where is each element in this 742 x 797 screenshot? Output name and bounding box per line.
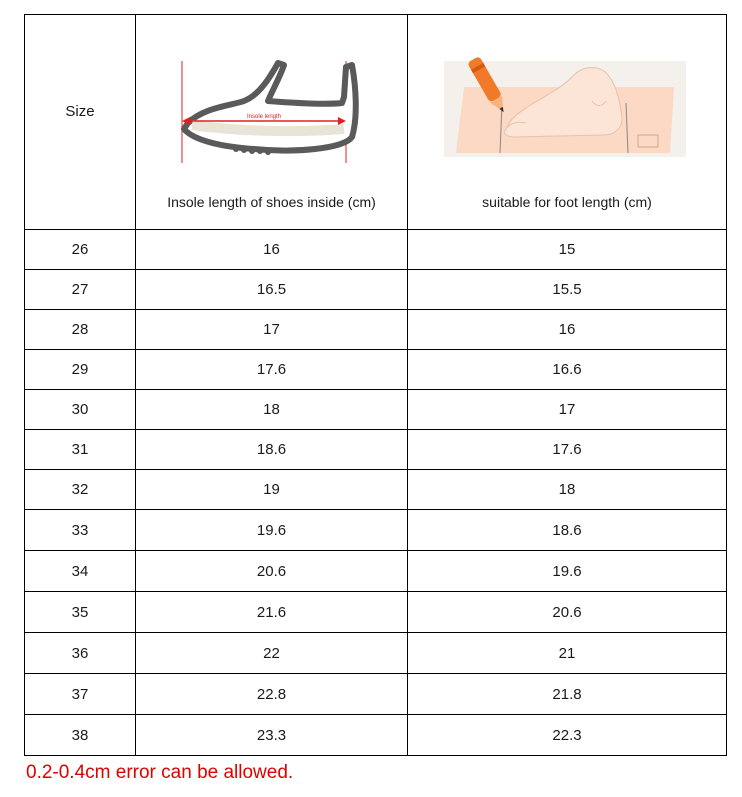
foot-cell: 17.6 xyxy=(408,430,727,470)
foot-cell: 22.3 xyxy=(408,715,727,756)
size-header-label: Size xyxy=(65,103,95,120)
table-row xyxy=(25,230,727,270)
table-row xyxy=(25,510,727,551)
insole-cell: 23.3 xyxy=(136,715,408,756)
foot-header-label: suitable for foot length (cm) xyxy=(482,194,652,210)
insole-cell: 17 xyxy=(136,310,408,350)
table-row xyxy=(25,715,727,756)
size-cell: 36 xyxy=(25,633,136,674)
tolerance-note: 0.2-0.4cm error can be allowed. xyxy=(26,762,294,783)
insole-cell: 20.6 xyxy=(136,551,408,592)
size-chart-table xyxy=(24,14,727,756)
table-row xyxy=(25,633,727,674)
table-row xyxy=(25,270,727,310)
table-row xyxy=(25,350,727,390)
table-row xyxy=(25,390,727,430)
insole-cell: 19 xyxy=(136,470,408,510)
foot-cell: 16.6 xyxy=(408,350,727,390)
insole-arrow-label: Insole length xyxy=(246,114,282,120)
size-cell: 34 xyxy=(25,551,136,592)
size-cell: 35 xyxy=(25,592,136,633)
size-cell: 33 xyxy=(25,510,136,551)
shoe-sole-illustration xyxy=(174,57,359,163)
insole-cell: 17.6 xyxy=(136,350,408,390)
size-cell: 26 xyxy=(25,230,136,270)
foot-cell: 17 xyxy=(408,390,727,430)
insole-header-label: Insole length of shoes inside (cm) xyxy=(167,194,376,210)
foot-measure-illustration xyxy=(444,57,686,157)
foot-cell: 21 xyxy=(408,633,727,674)
insole-cell: 16 xyxy=(136,230,408,270)
size-cell: 29 xyxy=(25,350,136,390)
foot-cell: 18 xyxy=(408,470,727,510)
foot-header-cell xyxy=(408,15,727,230)
insole-cell: 18 xyxy=(136,390,408,430)
insole-cell: 19.6 xyxy=(136,510,408,551)
size-cell: 31 xyxy=(25,430,136,470)
foot-cell: 21.8 xyxy=(408,674,727,715)
foot-cell: 20.6 xyxy=(408,592,727,633)
size-cell: 28 xyxy=(25,310,136,350)
size-cell: 38 xyxy=(25,715,136,756)
insole-cell: 16.5 xyxy=(136,270,408,310)
insole-cell: 21.6 xyxy=(136,592,408,633)
table-row xyxy=(25,430,727,470)
foot-cell: 18.6 xyxy=(408,510,727,551)
foot-cell: 15.5 xyxy=(408,270,727,310)
table-row xyxy=(25,674,727,715)
table-row xyxy=(25,310,727,350)
size-header-cell xyxy=(25,15,136,230)
foot-cell: 19.6 xyxy=(408,551,727,592)
insole-cell: 22 xyxy=(136,633,408,674)
size-cell: 37 xyxy=(25,674,136,715)
foot-cell: 15 xyxy=(408,230,727,270)
foot-cell: 16 xyxy=(408,310,727,350)
size-cell: 32 xyxy=(25,470,136,510)
insole-header-cell xyxy=(136,15,408,230)
header-row xyxy=(25,15,727,230)
size-cell: 30 xyxy=(25,390,136,430)
table-row xyxy=(25,592,727,633)
table-row xyxy=(25,470,727,510)
size-cell: 27 xyxy=(25,270,136,310)
insole-cell: 18.6 xyxy=(136,430,408,470)
table-row xyxy=(25,551,727,592)
insole-cell: 22.8 xyxy=(136,674,408,715)
